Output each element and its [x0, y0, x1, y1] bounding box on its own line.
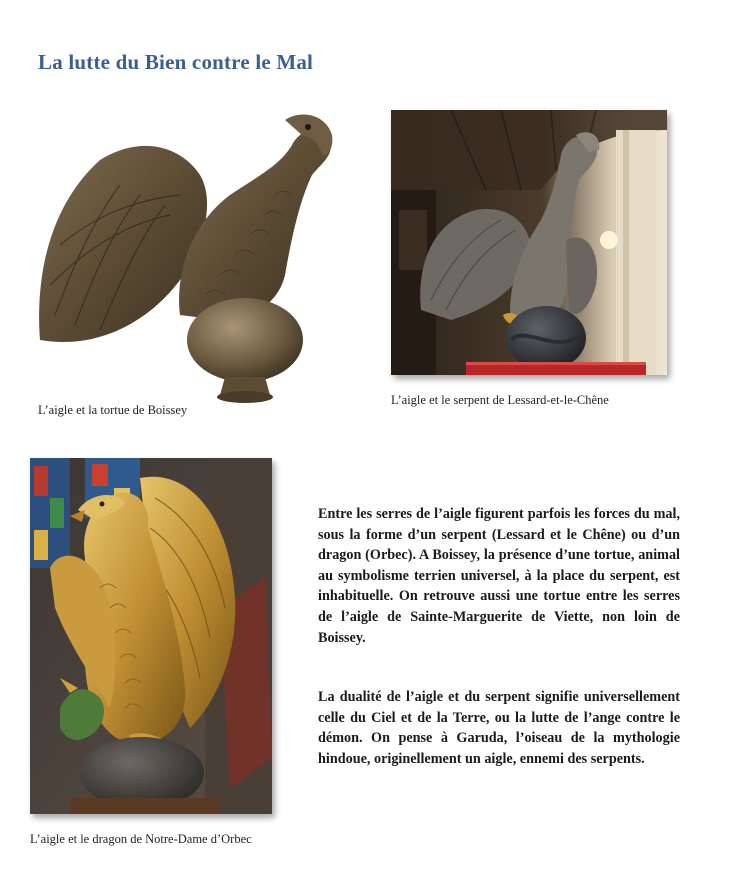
gilded-eagle-dragon-illustration	[30, 458, 272, 814]
photo-eagle-orbec	[30, 458, 272, 814]
paragraph-evil-forces: Entre les serres de l’aigle figurent parfois les forces du mal, sous la forme d’un serpent (Lessard et le Chêne) ou d’un dragon (Orbec). A Boissey, la présence d’une tortue, animal au symbolisme terrien universel, à la place du serpent, est inhabituelle. On retrouve aussi une tortue entre les serres de l’aigle de Sainte-Marguerite de Viette, non loin de Boissey.	[318, 506, 680, 646]
paragraph-duality: La dualité de l’aigle et du serpent signifie universellement celle du Ciel et de la Terre, ou la lutte de l’ange contre le démon. On pense à Garuda, l’oiseau de la mythologie hindoue, originellement un aigle, ennemi des serpents.	[318, 689, 680, 767]
caption-lessard: L’aigle et le serpent de Lessard-et-le-Chêne	[391, 393, 609, 407]
photo-eagle-lessard	[391, 110, 667, 375]
eagle-tortoise-illustration	[30, 105, 335, 405]
page-title: La lutte du Bien contre le Mal	[38, 50, 314, 74]
photo-eagle-boissey	[30, 105, 335, 405]
caption-boissey: L’aigle et la tortue de Boissey	[38, 403, 188, 417]
caption-orbec: L’aigle et le dragon de Notre-Dame d’Orbec	[30, 832, 252, 846]
eagle-serpent-illustration	[391, 110, 667, 375]
